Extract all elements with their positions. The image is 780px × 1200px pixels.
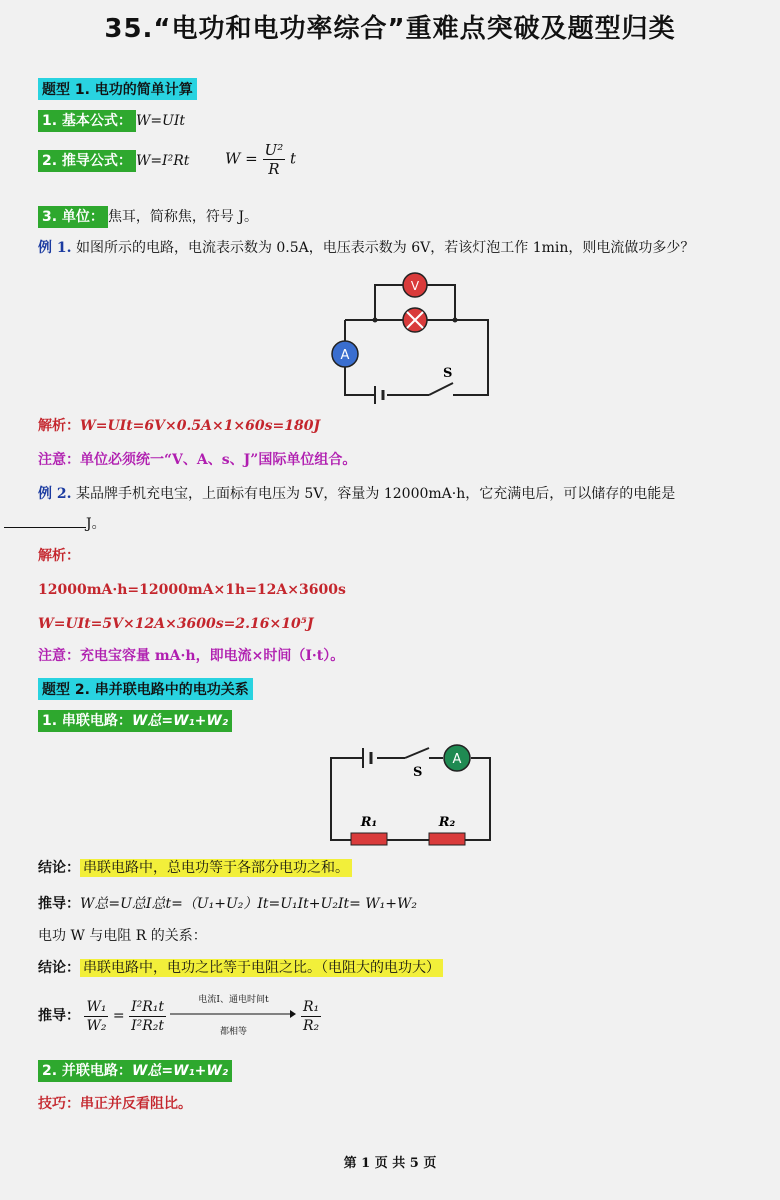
topic1-tag: 题型 1. 电功的简单计算 [38, 78, 197, 100]
example2-answer-line: J。 [4, 514, 106, 534]
example2-note: 注意：充电宝容量 mA·h，即电流×时间（I·t）。 [38, 648, 345, 664]
svg-text:S: S [443, 366, 453, 381]
svg-text:R₂: R₂ [438, 815, 456, 830]
page-title: 35.“电功和电功率综合”重难点突破及题型归类 [104, 14, 676, 44]
page-number: 第 1 页 共 5 页 [343, 1156, 437, 1171]
circuit-diagram-2 [325, 740, 495, 850]
resistor-r1 [351, 833, 387, 845]
svg-text:R₁: R₁ [360, 815, 378, 830]
example1-question: 例 1. 如图所示的电路，电流表示数为 0.5A，电压表示数为 6V，若该灯泡工作 1min，则电流做功多少？ [38, 240, 695, 256]
unit-line: 3. 单位： 焦耳，简称焦，符号 J。 [38, 206, 258, 228]
example1-note: 注意：单位必须统一“V、A、s、J”国际单位组合。 [38, 452, 357, 468]
series-heading: 1. 串联电路：W总=W₁+W₂ [38, 710, 232, 732]
resistor-r2 [429, 833, 465, 845]
derivation1: 推导：W总=U总I总t=（U₁+U₂）It=U₁It+U₂It= W₁+W₂ [38, 896, 418, 912]
example2-line1: 12000mA·h=12000mA×1h=12A×3600s [38, 582, 346, 598]
tip-line: 技巧：串正并反看阻比。 [38, 1096, 192, 1112]
derivation2: 推导： $\frac{\text{W₁}}{\text{W₂}}$ = $\frac{\text{I²R₁t}}{\text{I²R₂t}}$ 电流I、通电时间t 都相等 $\frac{\text{R₁}}{\text{R₂}}$ [38, 995, 320, 1037]
example2-line2: W=UIt=5V×12A×3600s=2.16×10⁵J [38, 616, 314, 632]
relation-line: 电功 W 与电阻 R 的关系： [38, 928, 207, 944]
example2-analysis-label: 解析： [38, 548, 80, 564]
derived-formula: 2. 推导公式： W=I²Rt [38, 150, 189, 172]
svg-text:V: V [410, 279, 420, 293]
svg-text:A: A [340, 348, 350, 363]
svg-text:A: A [452, 752, 462, 767]
derived-formula-fraction: W = $\frac{\text{U²}}{R}$ t [225, 141, 297, 178]
topic2-tag: 题型 2. 串并联电路中的电功关系 [38, 678, 253, 700]
conclusion2: 结论： 串联电路中，电功之比等于电阻之比。（电阻大的电功大） [38, 958, 443, 978]
arrow-icon [170, 1010, 296, 1018]
answer-blank[interactable] [4, 527, 86, 528]
basic-formula: 1. 基本公式： W=UIt [38, 110, 185, 132]
parallel-heading: 2. 并联电路：W总=W₁+W₂ [38, 1060, 232, 1082]
conclusion1: 结论： 串联电路中，总电功等于各部分电功之和。 [38, 858, 352, 878]
example2-question: 例 2. 某品牌手机充电宝，上面标有电压为 5V，容量为 12000mA·h，它充满电后，可以储存的电能是 [38, 486, 676, 502]
svg-text:S: S [413, 765, 423, 780]
example1-analysis: 解析：W=UIt=6V×0.5A×1×60s=180J [38, 418, 321, 434]
circuit-diagram-1 [325, 265, 505, 405]
